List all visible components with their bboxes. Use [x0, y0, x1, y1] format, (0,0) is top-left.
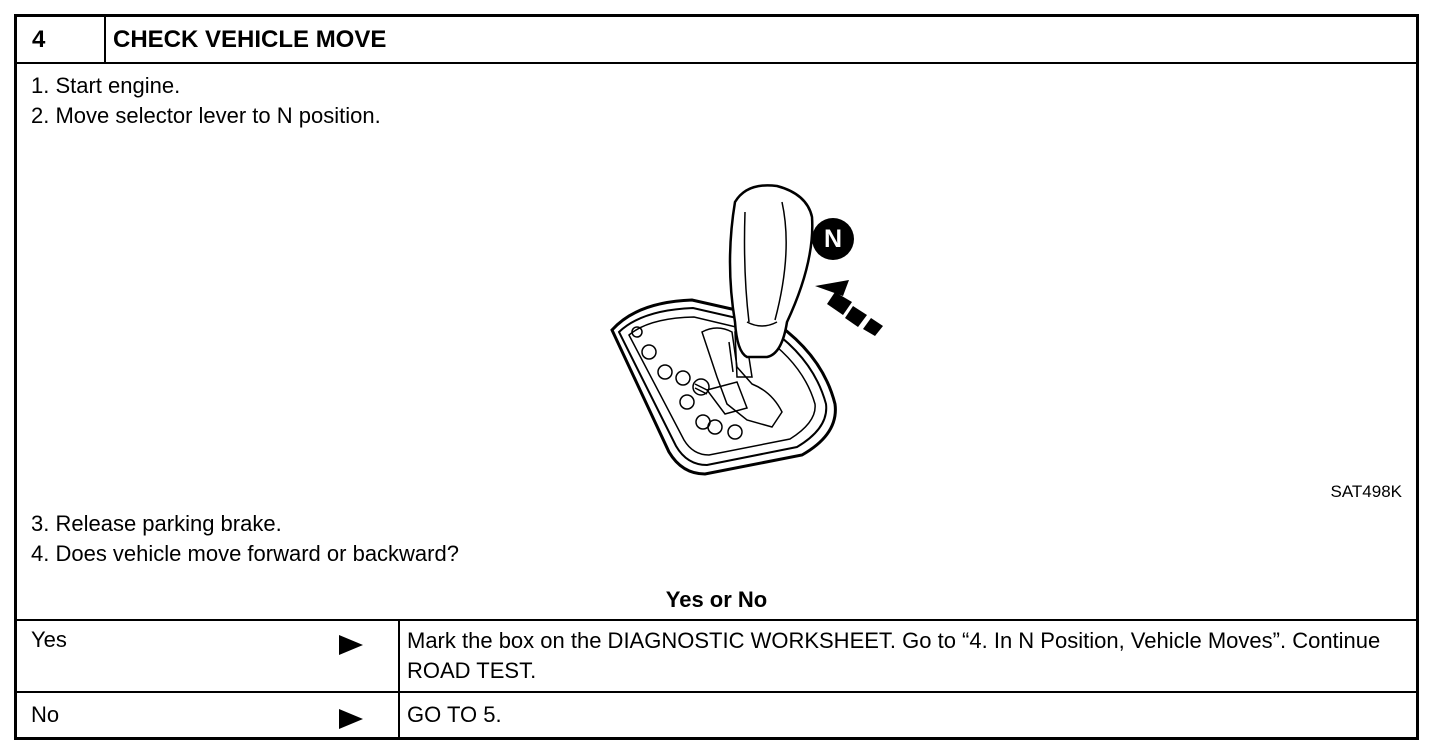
- instruction-step: 3. Release parking brake.: [31, 511, 282, 536]
- instructions-before: [31, 71, 381, 131]
- answer-label: No: [31, 702, 60, 727]
- column-divider: [398, 619, 400, 740]
- position-n-badge: [812, 218, 854, 260]
- answer-text: GO TO 5.: [407, 702, 502, 727]
- question-label: Yes or No: [665, 587, 768, 612]
- selector-lever-illustration: [597, 172, 897, 482]
- figure-code: SAT498K: [1330, 482, 1402, 501]
- step-number: 4: [17, 17, 106, 62]
- divider: [17, 619, 1416, 621]
- right-triangle-arrow-icon: [339, 709, 363, 729]
- instruction-step: 2. Move selector lever to N position.: [31, 103, 381, 128]
- table-header: [17, 17, 1416, 64]
- answer-text: Mark the box on the DIAGNOSTIC WORKSHEET. Go to “4. In N Position, Vehicle Moves”. Continue ROAD TEST.: [407, 628, 1381, 683]
- diagnostic-table: [14, 14, 1419, 740]
- step-title: CHECK VEHICLE MOVE: [113, 26, 387, 53]
- divider: [17, 691, 1416, 693]
- instruction-step: 4. Does vehicle move forward or backward?: [31, 541, 459, 566]
- right-triangle-arrow-icon: [339, 635, 363, 655]
- instruction-step: 1. Start engine.: [31, 73, 181, 98]
- instructions-after: [31, 509, 459, 569]
- answer-label: Yes: [31, 627, 67, 652]
- badge-label: N: [823, 225, 843, 253]
